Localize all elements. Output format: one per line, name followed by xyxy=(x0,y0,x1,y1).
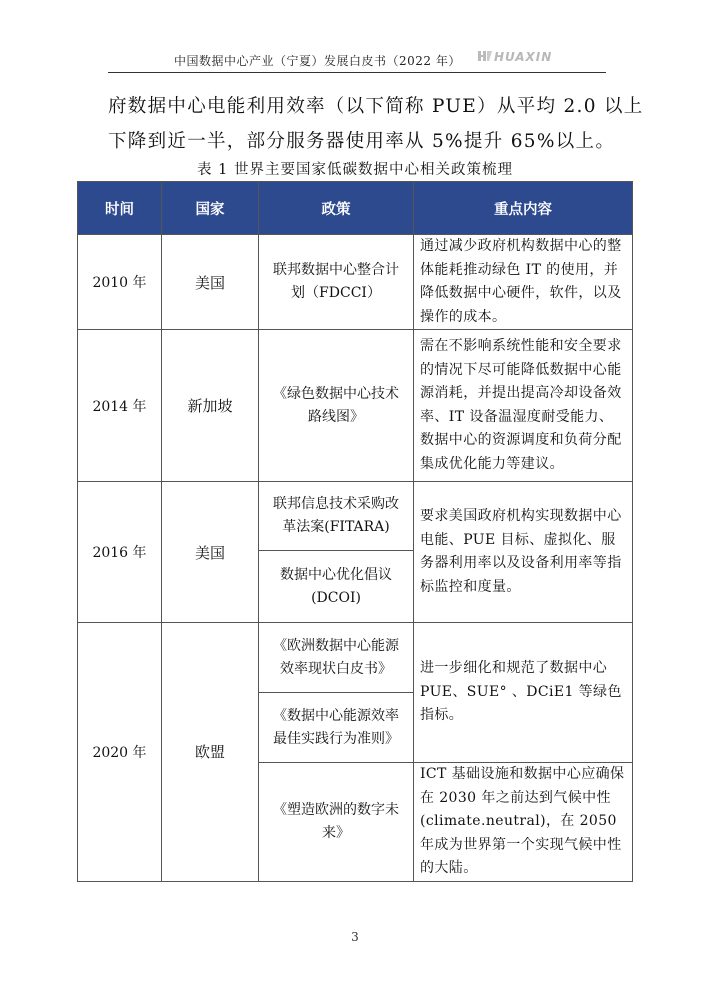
policy-table xyxy=(77,181,633,882)
content-cell: 通过减少政府机构数据中心的整体能耗推动绿色 IT 的使用，并降低数据中心硬件，软件，以及操作的成本。 xyxy=(414,235,633,330)
header-title: 中国数据中心产业（宁夏）发展白皮书（2022 年） xyxy=(174,54,461,68)
huaxin-logo-icon xyxy=(478,50,492,62)
policy-cell: 《绿色数据中心技术路线图》 xyxy=(259,330,414,482)
table-row xyxy=(78,235,633,330)
table-row xyxy=(78,330,633,482)
country-cell: 欧盟 xyxy=(162,623,259,882)
page-number: 3 xyxy=(351,930,359,944)
huaxin-logo xyxy=(478,50,552,64)
table-row xyxy=(78,482,633,551)
body-text-line-1: 府数据中心电能利用效率（以下简称 PUE）从平均 2.0 以上 xyxy=(108,96,644,117)
country-cell: 新加坡 xyxy=(162,330,259,482)
country-cell: 美国 xyxy=(162,482,259,623)
header-policy: 政策 xyxy=(259,182,414,235)
table-header-row xyxy=(78,182,633,235)
table-row xyxy=(78,623,633,693)
year-cell: 2016 年 xyxy=(78,482,162,623)
content-cell: 进一步细化和规范了数据中心 PUE、SUE° 、DCiE1 等绿色指标。 xyxy=(414,623,633,763)
table-caption: 表 1 世界主要国家低碳数据中心相关政策梳理 xyxy=(197,162,513,178)
policy-cell: 联邦数据中心整合计划（FDCCI） xyxy=(259,235,414,330)
policy-cell: 联邦信息技术采购改革法案(FITARA) xyxy=(259,482,414,551)
policy-cell: 《塑造欧洲的数字未来》 xyxy=(259,763,414,882)
policy-cell: 《欧洲数据中心能源效率现状白皮书》 xyxy=(259,623,414,693)
year-cell: 2014 年 xyxy=(78,330,162,482)
header-country: 国家 xyxy=(162,182,259,235)
page-header xyxy=(108,50,606,73)
policy-cell: 《数据中心能源效率最佳实践行为准则》 xyxy=(259,693,414,763)
body-text-line-2: 下降到近一半，部分服务器使用率从 5%提升 65%以上。 xyxy=(108,131,616,152)
logo-text: HUAXIN xyxy=(494,50,553,64)
country-cell: 美国 xyxy=(162,235,259,330)
header-time: 时间 xyxy=(78,182,162,235)
policy-cell: 数据中心优化倡议(DCOI) xyxy=(259,551,414,623)
header-content: 重点内容 xyxy=(414,182,633,235)
year-cell: 2020 年 xyxy=(78,623,162,882)
year-cell: 2010 年 xyxy=(78,235,162,330)
content-cell: ICT 基础设施和数据中心应确保在 2030 年之前达到气候中性(climate.neutral)，在 2050 年成为世界第一个实现气候中性的大陆。 xyxy=(414,763,633,882)
content-cell: 需在不影响系统性能和安全要求的情况下尽可能降低数据中心能源消耗，并提出提高冷却设备效率、IT 设备温湿度耐受能力、数据中心的资源调度和负荷分配集成优化能力等建议。 xyxy=(414,330,633,482)
content-cell: 要求美国政府机构实现数据中心电能、PUE 目标、虚拟化、服务器利用率以及设备利用率等指标监控和度量。 xyxy=(414,482,633,623)
